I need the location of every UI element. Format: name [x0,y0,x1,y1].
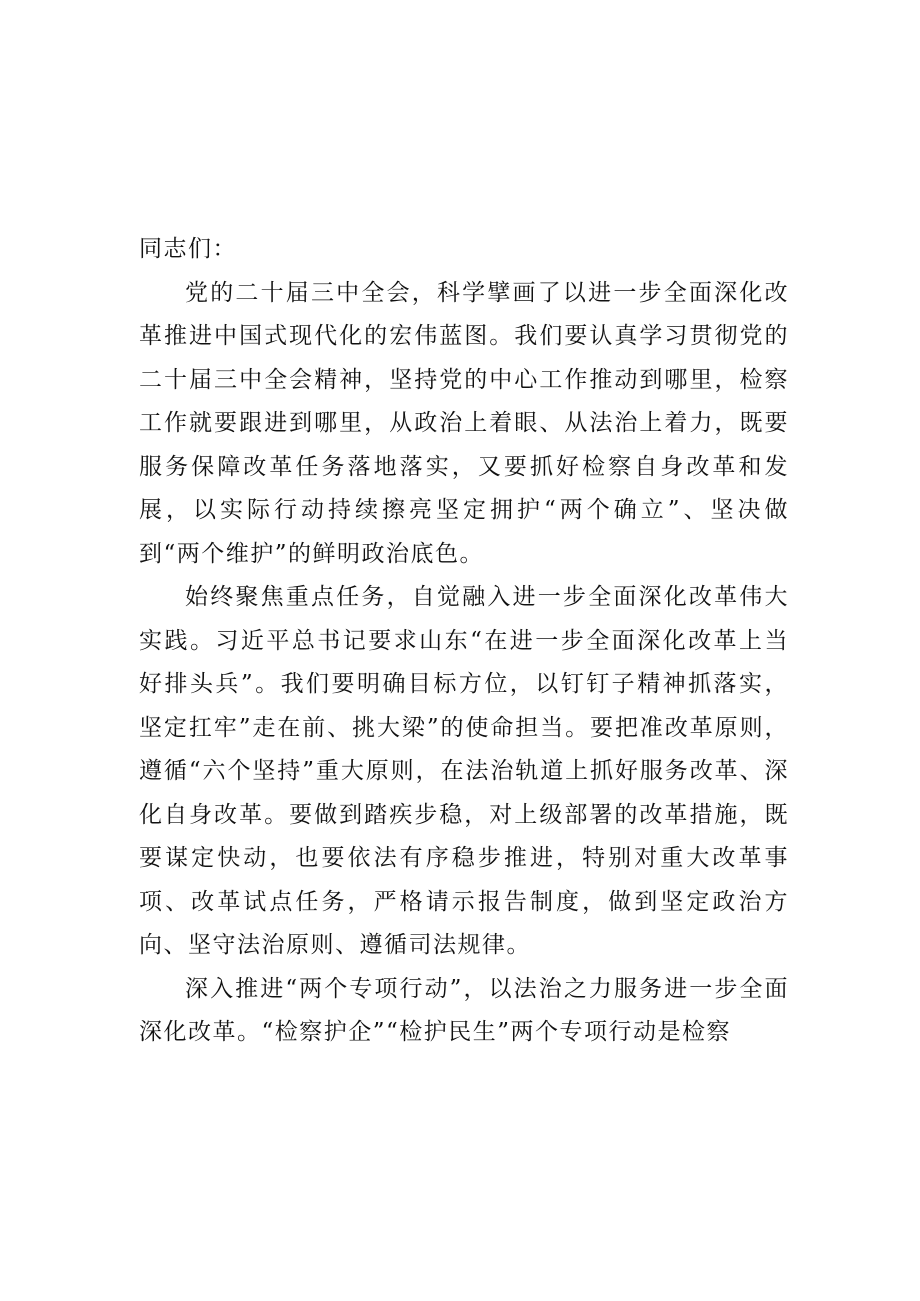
paragraph-2: 始终聚焦重点任务，自觉融入进一步全面深化改革伟大实践。习近平总书记要求山东“在进一步全面深化改革上当好排头兵”。我们要明确目标方位，以钉钉子精神抓落实，坚定扛牢”走在前、挑大梁”的使命担当。要把准改革原则，遵循“六个坚持”重大原则，在法治轨道上抓好服务改革、深化自身改革。要做到踏疾步稳，对上级部署的改革措施，既要谋定快动，也要依法有序稳步推进，特别对重大改革事项、改革试点任务，严格请示报告制度，做到坚定政治方向、坚守法治原则、遵循司法规律。 [139,584,789,958]
paragraph-3: 深入推进“两个专项行动”，以法治之力服务进一步全面深化改革。“检察护企”“检护民生”两个专项行动是检察 [139,975,789,1045]
document-body [139,228,789,1055]
salutation: 同志们： [139,236,237,262]
paragraph-1: 党的二十届三中全会，科学擘画了以进一步全面深化改革推进中国式现代化的宏伟蓝图。我们要认真学习贯彻党的二十届三中全会精神，坚持党的中心工作推动到哪里，检察工作就要跟进到哪里，从政治上着眼、从法治上着力，既要服务保障改革任务落地落实，又要抓好检察自身改革和发展，以实际行动持续擦亮坚定拥护“两个确立”、坚决做到“两个维护”的鲜明政治底色。 [139,279,789,567]
